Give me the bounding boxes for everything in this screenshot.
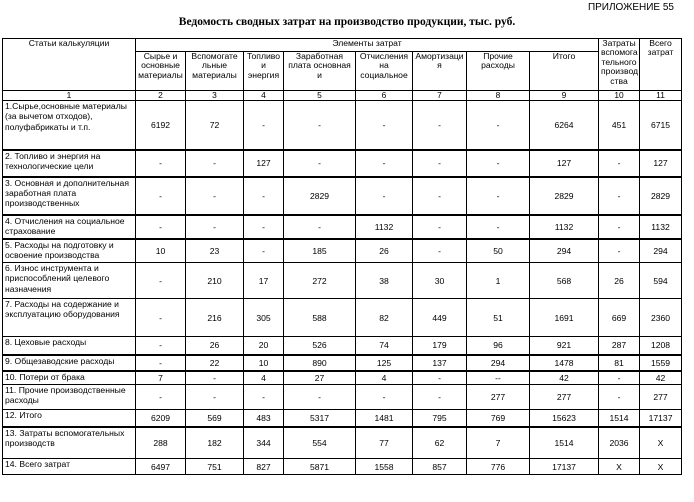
table-row <box>3 355 682 371</box>
col-header: Топливо и энергия <box>244 52 284 91</box>
row-label: 14. Всего затрат <box>3 459 136 475</box>
table-cell: - <box>284 385 356 410</box>
table-row <box>3 337 682 355</box>
table-cell: 2360 <box>640 299 682 337</box>
table-cell: - <box>136 177 186 215</box>
table-cell: - <box>186 385 244 410</box>
table-cell: 179 <box>413 337 467 355</box>
table-cell: - <box>244 215 284 239</box>
table-cell: 17137 <box>530 459 599 475</box>
table-cell: 77 <box>356 427 413 459</box>
table-cell: 96 <box>467 337 530 355</box>
table-cell: 554 <box>284 427 356 459</box>
row-label: 2. Топливо и энергия на технологические цели <box>3 150 136 177</box>
table-cell: - <box>284 101 356 150</box>
table-cell: 82 <box>356 299 413 337</box>
table-cell: 17 <box>244 263 284 299</box>
table-cell: - <box>186 371 244 385</box>
table-cell: 1478 <box>530 355 599 371</box>
table-cell: 2036 <box>599 427 640 459</box>
table-cell: 1481 <box>356 410 413 427</box>
table-cell: 10 <box>244 355 284 371</box>
table-cell: 827 <box>244 459 284 475</box>
table-cell: 6264 <box>530 101 599 150</box>
table-cell: - <box>356 385 413 410</box>
table-cell: 751 <box>186 459 244 475</box>
table-cell: 569 <box>186 410 244 427</box>
table-cell: 27 <box>284 371 356 385</box>
row-label: 8. Цеховые расходы <box>3 337 136 355</box>
table-cell: 137 <box>413 355 467 371</box>
col-header: Прочие расходы <box>467 52 530 91</box>
table-cell: 4 <box>356 371 413 385</box>
table-cell: - <box>136 337 186 355</box>
table-cell: 1132 <box>530 215 599 239</box>
table-cell: - <box>413 385 467 410</box>
aux-production-header: Затраты вспомога тельного производ ства <box>599 39 640 91</box>
table-cell: 42 <box>530 371 599 385</box>
table-cell: 277 <box>640 385 682 410</box>
table-cell: - <box>599 371 640 385</box>
table-cell: 20 <box>244 337 284 355</box>
table-cell: 1558 <box>356 459 413 475</box>
table-row <box>3 150 682 177</box>
table-cell: - <box>136 215 186 239</box>
table-cell: - <box>356 150 413 177</box>
table-cell: 6209 <box>136 410 186 427</box>
column-index: 3 <box>186 91 244 101</box>
table-cell: - <box>136 299 186 337</box>
table-cell: 7 <box>467 427 530 459</box>
table-row <box>3 385 682 410</box>
table-cell: 1691 <box>530 299 599 337</box>
col-header: Амортизаци я <box>413 52 467 91</box>
col-header: Сырье и основные материалы <box>136 52 186 91</box>
table-cell: 2829 <box>284 177 356 215</box>
table-cell: 81 <box>599 355 640 371</box>
col-header: Отчисления на социальное <box>356 52 413 91</box>
table-cell: 182 <box>186 427 244 459</box>
table-cell: 127 <box>640 150 682 177</box>
col-header: Заработная плата основная и <box>284 52 356 91</box>
table-cell: 1514 <box>530 427 599 459</box>
table-cell: 594 <box>640 263 682 299</box>
table-cell: 42 <box>640 371 682 385</box>
table-cell: 451 <box>599 101 640 150</box>
table-cell: - <box>413 177 467 215</box>
table-row <box>3 101 682 150</box>
table-cell: - <box>413 150 467 177</box>
col-header: Вспомогате льные материалы <box>186 52 244 91</box>
table-cell: 921 <box>530 337 599 355</box>
table-row <box>3 410 682 427</box>
table-cell: 210 <box>186 263 244 299</box>
table-row <box>3 177 682 215</box>
table-cell: 294 <box>467 355 530 371</box>
table-cell: 2829 <box>640 177 682 215</box>
table-cell: - <box>599 385 640 410</box>
table-cell: 4 <box>244 371 284 385</box>
row-label: 13. Затраты вспомогательных производств <box>3 427 136 459</box>
table-cell: 588 <box>284 299 356 337</box>
table-cell: - <box>136 150 186 177</box>
table-cell: 6715 <box>640 101 682 150</box>
appendix-label: ПРИЛОЖЕНИЕ 55 <box>587 2 674 13</box>
col-header: Итого <box>530 52 599 91</box>
table-cell: - <box>136 355 186 371</box>
column-index: 6 <box>356 91 413 101</box>
row-label: 7. Расходы на содержание и эксплуатацию оборудования <box>3 299 136 337</box>
articles-header: Статьи калькуляции <box>3 39 136 91</box>
table-cell: - <box>467 150 530 177</box>
total-costs-header: Всего затрат <box>640 39 682 91</box>
table-cell: - <box>467 101 530 150</box>
table-cell: 51 <box>467 299 530 337</box>
table-cell: 38 <box>356 263 413 299</box>
table-cell: 5871 <box>284 459 356 475</box>
table-cell: 10 <box>136 239 186 263</box>
table-row <box>3 371 682 385</box>
table-cell: 62 <box>413 427 467 459</box>
row-label: 4. Отчисления на социальное страхование <box>3 215 136 239</box>
table-row <box>3 427 682 459</box>
table-cell: 277 <box>467 385 530 410</box>
table-cell: - <box>413 239 467 263</box>
row-label: 11. Прочие производственные расходы <box>3 385 136 410</box>
table-cell: 1132 <box>640 215 682 239</box>
table-cell: 277 <box>530 385 599 410</box>
table-cell: 287 <box>599 337 640 355</box>
table-cell: - <box>136 263 186 299</box>
table-cell: 1132 <box>356 215 413 239</box>
column-index: 2 <box>136 91 186 101</box>
column-index: 7 <box>413 91 467 101</box>
table-cell: - <box>413 371 467 385</box>
table-cell: 26 <box>356 239 413 263</box>
table-cell: 23 <box>186 239 244 263</box>
column-index: 10 <box>599 91 640 101</box>
table-row <box>3 239 682 263</box>
table-cell: 294 <box>640 239 682 263</box>
cost-summary-table <box>2 38 682 475</box>
table-cell: - <box>599 150 640 177</box>
row-label: 3. Основная и дополнительная заработная плата производственных <box>3 177 136 215</box>
table-cell: 1208 <box>640 337 682 355</box>
table-cell: 125 <box>356 355 413 371</box>
table-cell: 6192 <box>136 101 186 150</box>
table-cell: - <box>284 150 356 177</box>
table-cell: - <box>284 215 356 239</box>
table-cell: - <box>186 150 244 177</box>
table-row <box>3 299 682 337</box>
table-cell: - <box>467 215 530 239</box>
table-cell: - <box>356 101 413 150</box>
table-cell: - <box>599 177 640 215</box>
table-row <box>3 263 682 299</box>
table-cell: 795 <box>413 410 467 427</box>
row-label: 12. Итого <box>3 410 136 427</box>
column-index: 9 <box>530 91 599 101</box>
table-cell: 769 <box>467 410 530 427</box>
table-cell: 30 <box>413 263 467 299</box>
table-cell: 72 <box>186 101 244 150</box>
table-cell: -- <box>467 371 530 385</box>
table-cell: 22 <box>186 355 244 371</box>
row-label: 6. Износ инструмента и приспособлений целевого назначения <box>3 263 136 299</box>
table-cell: 857 <box>413 459 467 475</box>
table-cell: Х <box>640 427 682 459</box>
table-cell: 449 <box>413 299 467 337</box>
column-index: 8 <box>467 91 530 101</box>
table-cell: 127 <box>244 150 284 177</box>
table-cell: - <box>186 177 244 215</box>
table-cell: 288 <box>136 427 186 459</box>
table-row <box>3 459 682 475</box>
table-cell: - <box>467 177 530 215</box>
table-cell: - <box>244 101 284 150</box>
table-row <box>3 215 682 239</box>
table-cell: 1 <box>467 263 530 299</box>
column-index: 11 <box>640 91 682 101</box>
table-cell: - <box>136 385 186 410</box>
column-index: 1 <box>3 91 136 101</box>
table-cell: 6497 <box>136 459 186 475</box>
table-cell: Х <box>599 459 640 475</box>
row-label: 9. Общезаводские расходы <box>3 355 136 371</box>
row-label: 5. Расходы на подготовку и освоение производства <box>3 239 136 263</box>
table-cell: - <box>413 101 467 150</box>
table-cell: 5317 <box>284 410 356 427</box>
table-cell: 127 <box>530 150 599 177</box>
table-cell: 50 <box>467 239 530 263</box>
table-cell: - <box>244 177 284 215</box>
table-cell: 526 <box>284 337 356 355</box>
document-title: Ведомость сводных затрат на производство продукции, тыс. руб. <box>178 16 516 28</box>
table-cell: - <box>599 239 640 263</box>
table-cell: 216 <box>186 299 244 337</box>
table-cell: 2829 <box>530 177 599 215</box>
table-cell: - <box>244 239 284 263</box>
table-cell: Х <box>640 459 682 475</box>
row-label: 10. Потери от брака <box>3 371 136 385</box>
table-cell: 272 <box>284 263 356 299</box>
table-cell: 568 <box>530 263 599 299</box>
row-label: 1.Сырье,основные материалы (за вычетом отходов), полуфабрикаты и т.п. <box>3 101 136 150</box>
table-cell: 776 <box>467 459 530 475</box>
table-cell: 7 <box>136 371 186 385</box>
table-cell: - <box>413 215 467 239</box>
column-index: 5 <box>284 91 356 101</box>
table-cell: 890 <box>284 355 356 371</box>
table-cell: 1514 <box>599 410 640 427</box>
table-cell: 294 <box>530 239 599 263</box>
table-cell: 483 <box>244 410 284 427</box>
table-cell: - <box>186 215 244 239</box>
table-cell: 17137 <box>640 410 682 427</box>
table-cell: 669 <box>599 299 640 337</box>
table-cell: 185 <box>284 239 356 263</box>
elements-header: Элементы затрат <box>136 39 599 52</box>
table-cell: - <box>356 177 413 215</box>
table-cell: - <box>599 215 640 239</box>
table-cell: 344 <box>244 427 284 459</box>
table-cell: 26 <box>599 263 640 299</box>
table-cell: 305 <box>244 299 284 337</box>
table-cell: 74 <box>356 337 413 355</box>
table-cell: 15623 <box>530 410 599 427</box>
table-cell: 1559 <box>640 355 682 371</box>
column-index: 4 <box>244 91 284 101</box>
table-cell: 26 <box>186 337 244 355</box>
table-cell: - <box>244 385 284 410</box>
